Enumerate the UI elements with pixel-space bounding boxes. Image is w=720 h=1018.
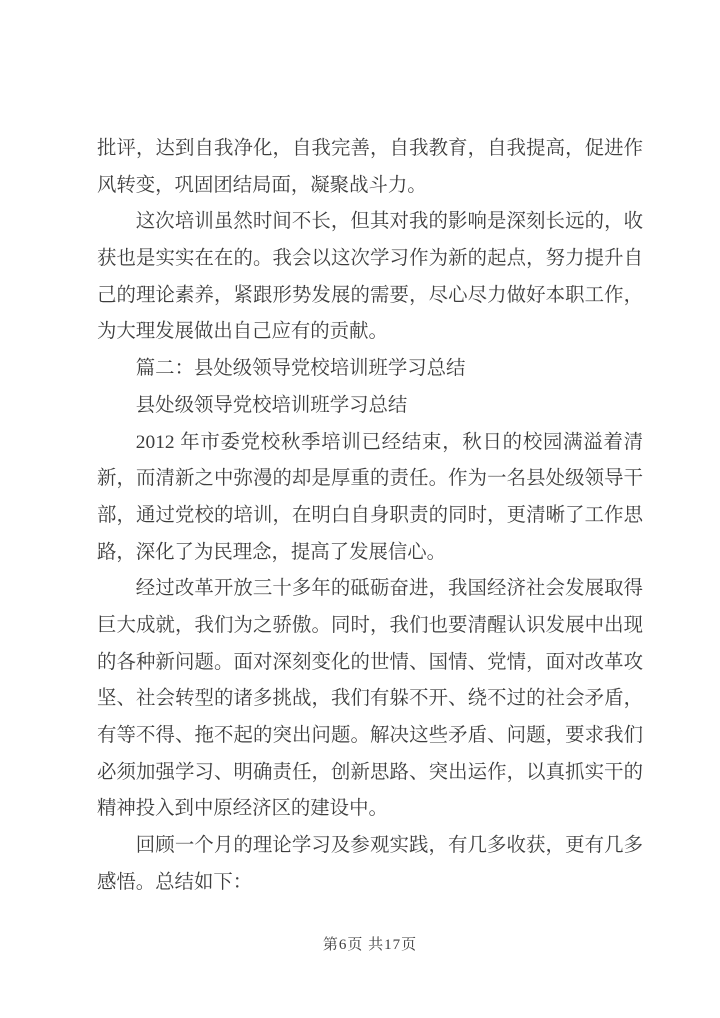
- paragraph: [97, 351, 643, 388]
- paragraph: [97, 131, 643, 204]
- text-line: 回顾一个月的理论学习及参观实践，有几多收获，更有几多: [135, 835, 643, 857]
- text-line: 风转变，巩固团结局面，凝聚战斗力。: [97, 174, 427, 196]
- text-line: 的各种新问题。面对深刻变化的世情、国情、党情，面对改革攻: [97, 651, 643, 673]
- paragraph: [97, 204, 643, 351]
- text-line: 巨大成就，我们为之骄傲。同时，我们也要清醒认识发展中出现: [97, 614, 643, 636]
- text-line: 坚、社会转型的诸多挑战，我们有躲不开、绕不过的社会矛盾，: [97, 688, 643, 710]
- text-line: 篇二：县处级领导党校培训班学习总结: [135, 358, 466, 380]
- page-footer: [97, 933, 643, 954]
- text-line: 批评，达到自我净化，自我完善，自我教育，自我提高，促进作: [97, 138, 643, 159]
- text-line: 感悟。总结如下：: [97, 871, 253, 893]
- text-line: 有等不得、拖不起的突出问题。解决这些矛盾、问题，要求我们: [97, 725, 643, 746]
- text-line: 县处级领导党校培训班学习总结: [135, 394, 408, 416]
- text-line: 新，而清新之中弥漫的却是厚重的责任。作为一名县处级领导干: [97, 468, 643, 490]
- page-number-label: 第6页 共17页: [322, 937, 418, 953]
- paragraph: [97, 828, 643, 901]
- text-line: 路，深化了为民理念，提高了发展信心。: [97, 541, 447, 563]
- text-line: 2012 年市委党校秋季培训已经结束，秋日的校园满溢着清: [135, 431, 643, 453]
- text-line: 精神投入到中原经济区的建设中。: [97, 798, 388, 820]
- text-line: 为大理发展做出自己应有的贡献。: [97, 321, 388, 343]
- paragraph: [97, 388, 643, 425]
- text-line: 获也是实实在在的。我会以这次学习作为新的起点，努力提升自: [97, 248, 643, 270]
- text-line: 己的理论素养，紧跟形势发展的需要，尽心尽力做好本职工作，: [97, 284, 643, 306]
- document-body: [97, 131, 643, 901]
- text-line: 经过改革开放三十多年的砥砺奋进，我国经济社会发展取得: [135, 578, 643, 600]
- text-line: 必须加强学习、明确责任，创新思路、突出运作，以真抓实干的: [97, 761, 643, 783]
- paragraph: [97, 425, 643, 572]
- paragraph: [97, 571, 643, 828]
- text-line: 部，通过党校的培训，在明白自身职责的同时，更清晰了工作思: [97, 504, 643, 526]
- text-line: 这次培训虽然时间不长，但其对我的影响是深刻长远的，收: [135, 211, 643, 233]
